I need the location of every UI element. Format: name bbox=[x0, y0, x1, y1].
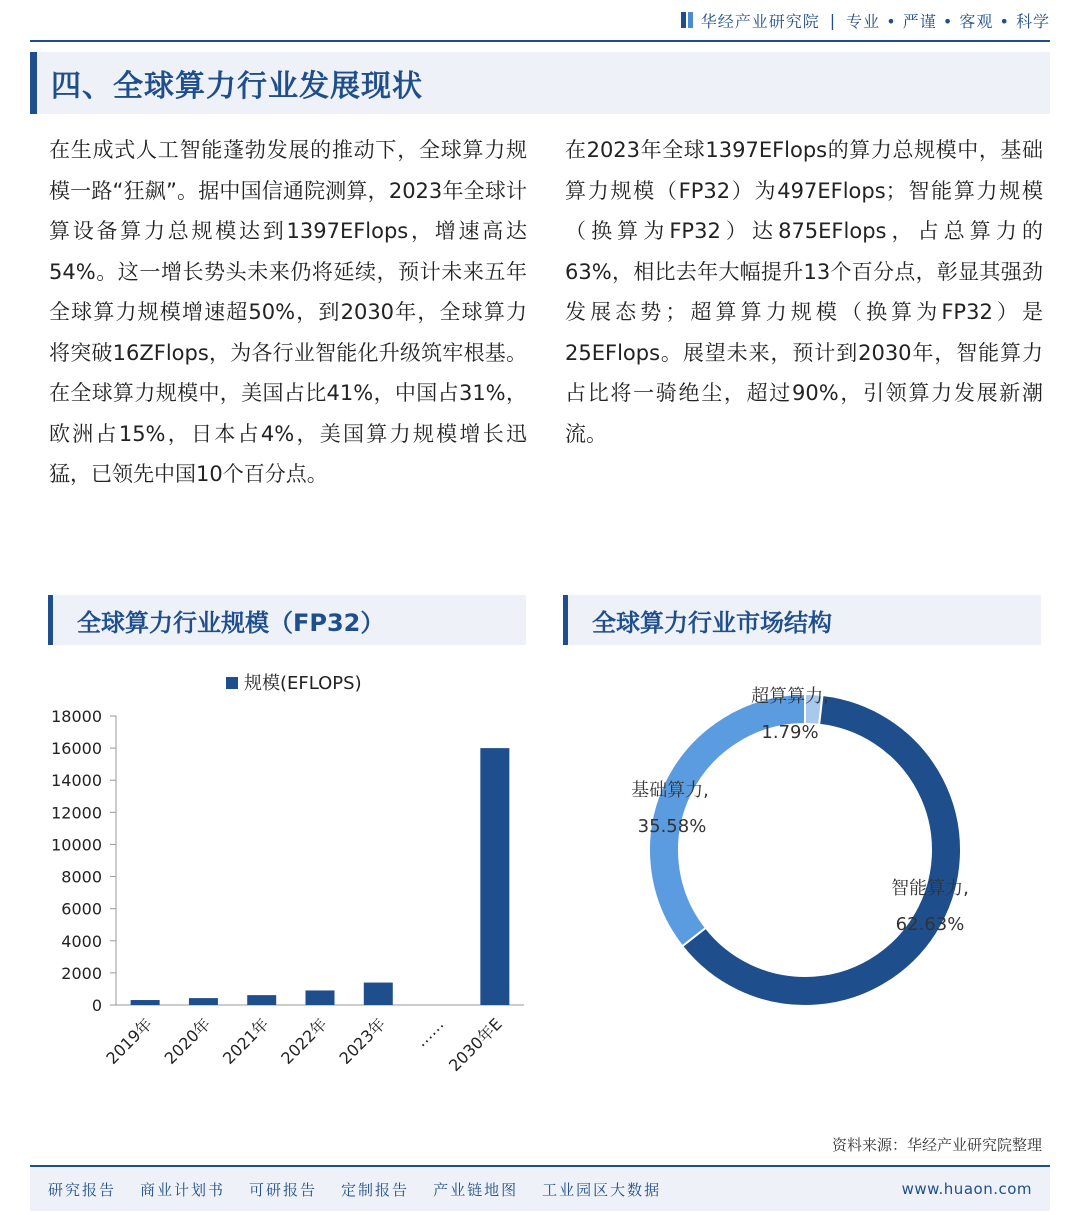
slice-label-pct: 1.79% bbox=[761, 722, 819, 743]
y-tick-label: 8000 bbox=[61, 867, 102, 887]
section-title: 四、全球算力行业发展现状 bbox=[51, 69, 423, 104]
y-tick-label: 0 bbox=[91, 996, 102, 1015]
header-divider: | bbox=[829, 10, 837, 30]
bar bbox=[189, 998, 218, 1005]
y-tick-label: 18000 bbox=[51, 707, 102, 726]
x-tick-label: 2022年 bbox=[277, 1014, 331, 1068]
bar bbox=[364, 983, 393, 1005]
footer-link-feasibility[interactable]: 可研报告 bbox=[249, 1180, 318, 1199]
footer-link-chain-map[interactable]: 产业链地图 bbox=[433, 1180, 519, 1199]
section-title-bar bbox=[30, 52, 1050, 114]
org-name: 华经产业研究院 bbox=[700, 11, 820, 31]
x-tick-label: 2023年 bbox=[335, 1014, 390, 1068]
bar-chart bbox=[0, 660, 540, 1100]
footer-link-custom[interactable]: 定制报告 bbox=[341, 1180, 410, 1199]
y-tick-label: 4000 bbox=[61, 931, 102, 951]
y-tick-label: 2000 bbox=[61, 963, 102, 983]
right-paragraph: 在2023年全球1397EFlops的算力总规模中，基础算力规模（FP32）为497EFlops；智能算力规模（换算为FP32）达875EFlops，占总算力的63%，相比去年大幅提升13个百分点，彰显其强劲发展态势；超算算力规模（换算为FP32）是25EFlops。展望未来，预计到2030年，智能算力占比将一骑绝尘，超过90%，引领算力发展新潮流。 bbox=[565, 138, 1043, 446]
x-tick-label: 2019年 bbox=[102, 1014, 156, 1068]
footer-link-research[interactable]: 研究报告 bbox=[48, 1180, 117, 1199]
footer-link-business-plan[interactable]: 商业计划书 bbox=[140, 1180, 226, 1199]
y-tick-label: 10000 bbox=[51, 835, 102, 855]
slogan: 专业 • 严谨 • 客观 • 科学 bbox=[846, 11, 1050, 31]
logo-icon bbox=[681, 12, 693, 28]
slice-label-name: 智能算力, bbox=[891, 878, 969, 899]
x-tick-label: 2021年 bbox=[218, 1014, 273, 1068]
legend-swatch bbox=[226, 677, 238, 689]
top-header bbox=[30, 0, 1050, 42]
slice-label-pct: 35.58% bbox=[637, 816, 707, 837]
donut-chart-title: 全球算力行业市场结构 bbox=[563, 595, 1041, 645]
slice-label-name: 基础算力, bbox=[631, 780, 709, 801]
bar bbox=[306, 990, 335, 1005]
y-tick-label: 16000 bbox=[51, 739, 102, 759]
footer bbox=[30, 1165, 1050, 1211]
y-tick-label: 14000 bbox=[51, 771, 102, 791]
bar-chart-title: 全球算力行业规模（FP32） bbox=[48, 595, 526, 645]
footer-url[interactable]: www.huaon.com bbox=[901, 1180, 1032, 1198]
footer-link-park-data[interactable]: 工业园区大数据 bbox=[542, 1180, 662, 1199]
x-tick-label: …… bbox=[411, 1014, 448, 1051]
bar bbox=[247, 995, 276, 1005]
source-note: 资料来源：华经产业研究院整理 bbox=[831, 1136, 1042, 1154]
x-tick-label: 2030年E bbox=[444, 1014, 506, 1076]
legend-label: 规模(EFLOPS) bbox=[244, 673, 362, 694]
left-paragraph: 在生成式人工智能蓬勃发展的推动下，全球算力规模一路“狂飙”。据中国信通院测算，2023年全球计算设备算力总规模达到1397EFlops，增速高达54%。这一增长势头未来仍将延续，预计未来五年全球算力规模增速超50%，到2030年，全球算力将突破16ZFlops，为各行业智能化升级筑牢根基。在全球算力规模中，美国占比41%，中国占31%，欧洲占15%，日本占4%，美国算力规模增长迅猛，已领先中国10个百分点。 bbox=[49, 138, 527, 486]
x-tick-label: 2020年 bbox=[160, 1014, 215, 1068]
y-tick-label: 6000 bbox=[61, 899, 102, 919]
bar bbox=[131, 1000, 160, 1005]
donut-chart bbox=[560, 660, 1050, 1060]
y-tick-label: 12000 bbox=[51, 803, 102, 823]
slice-label-name: 超算算力, bbox=[751, 686, 829, 707]
slice-label-pct: 62.63% bbox=[895, 914, 965, 935]
bar bbox=[480, 748, 509, 1005]
